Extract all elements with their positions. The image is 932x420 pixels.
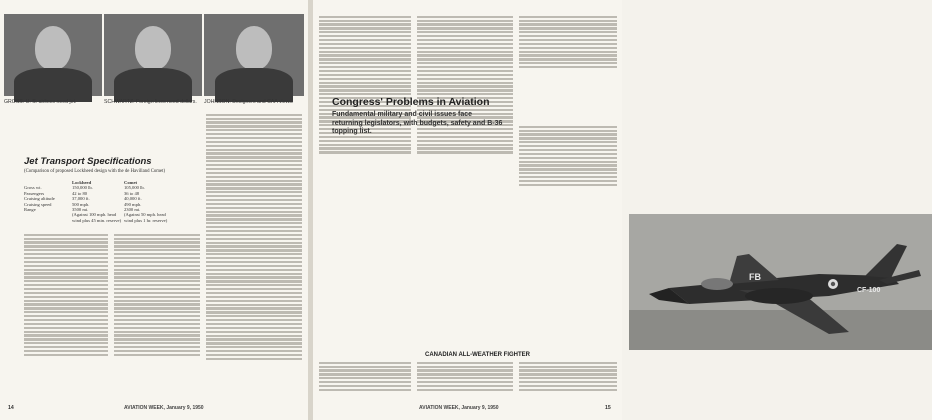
spec-table [24, 180, 174, 223]
spec-table-title: Jet Transport Specifications [24, 156, 152, 167]
photo-caption-text-1 [319, 360, 411, 400]
photo-caption-text-2 [417, 360, 513, 400]
spec-cell: 36 to 48 [124, 190, 140, 196]
photo-caption-text-3 [519, 360, 617, 400]
johnson-caption: JOHNSON. Designers and CAA views. [204, 99, 294, 105]
page-number-left: 14 [8, 405, 14, 411]
tail-mark-fb: FB [749, 272, 761, 282]
tail-mark-cf100: CF-100 [857, 287, 881, 294]
spec-cell: 105,000 lb. [124, 185, 145, 191]
schwartz-caption: SCHWARTZ. Foreign lines need dollars. [104, 99, 197, 105]
spec-cell: 42 to 80 [72, 190, 88, 196]
body-text-column-6 [519, 14, 617, 88]
photo-caption-title: CANADIAN ALL-WEATHER FIGHTER [425, 352, 530, 358]
spec-note: (Against 50 mph. head wind plus 1 hr. reserve) [124, 212, 168, 223]
spec-cell: Gross wt. [24, 185, 42, 191]
page-number-right: 15 [605, 405, 611, 411]
spec-cell: Passengers [24, 190, 45, 196]
spec-table-subtitle: (Comparison of proposed Lockheed design with the de Havilland Comet) [24, 169, 166, 174]
spec-cell: 2300 mi. [124, 207, 141, 213]
article-headline: Congress' Problems in Aviation [332, 96, 490, 108]
body-text-column-1 [24, 232, 108, 400]
spec-cell: Cruising speed [24, 201, 52, 207]
spec-cell: 490 mph. [124, 201, 142, 207]
body-text-column-3 [206, 112, 302, 402]
page-footer-left: AVIATION WEEK, January 9, 1950 [124, 405, 204, 411]
gross-photo [4, 14, 102, 96]
schwartz-photo [104, 14, 202, 96]
spec-cell: 500 mph. [72, 201, 90, 207]
cf100-jet-illustration [629, 214, 932, 350]
spec-cell: 37,000 ft. [72, 196, 90, 202]
spec-cell: Cruising altitude [24, 196, 55, 202]
spec-col-lockheed: Lockheed [72, 180, 92, 185]
spec-cell: 3500 mi. [72, 207, 89, 213]
johnson-photo [204, 14, 304, 96]
spec-note: (Against 100 mph. head wind plus 45 min. reserve) [72, 212, 122, 223]
article-deck: Fundamental military and civil issues face returning legislators, with budgets, safety and B-36 topping list. [332, 111, 503, 135]
spec-cell: 40,000 ft. [124, 196, 142, 202]
body-text-column-7 [519, 124, 617, 210]
spec-cell: 150,000 lb. [72, 185, 93, 191]
spec-col-comet: Comet [124, 180, 138, 185]
spec-cell: Range [24, 207, 36, 213]
left-page [0, 0, 308, 420]
body-text-column-2 [114, 232, 200, 400]
table-row [24, 212, 174, 223]
cf100-photo [629, 214, 932, 350]
gross-caption: GROSS. U. S. airlines need jet. [4, 99, 77, 105]
page-footer-right: AVIATION WEEK, January 9, 1950 [419, 405, 499, 411]
